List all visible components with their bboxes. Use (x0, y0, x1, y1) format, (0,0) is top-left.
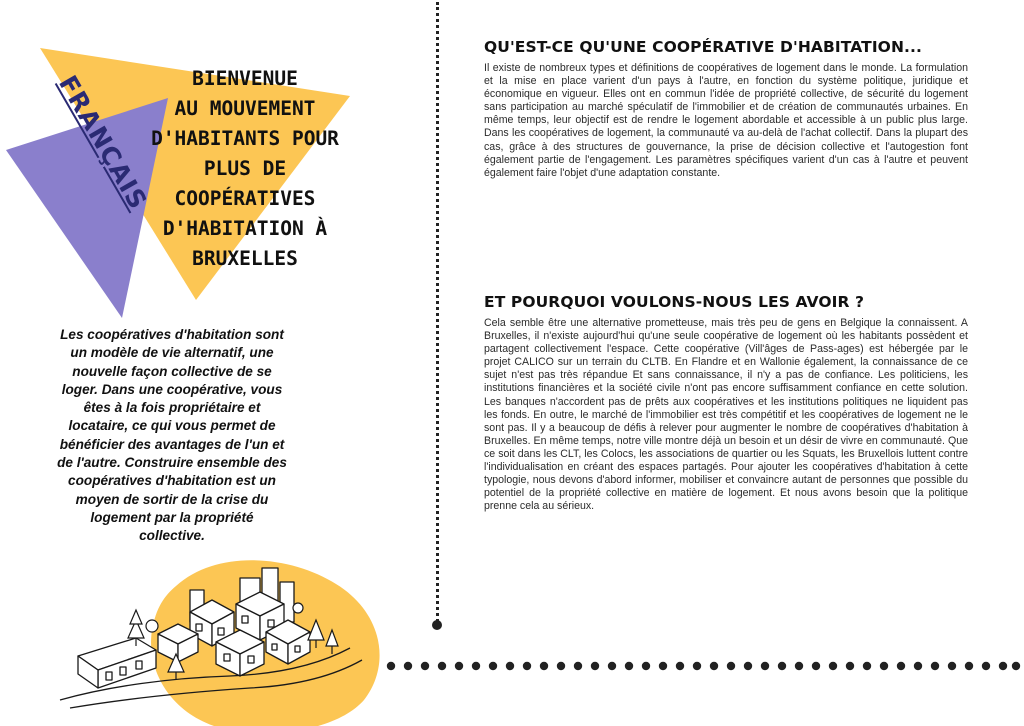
intro-line: Les coopératives d'habitation sont (60, 327, 284, 342)
welcome-line: D'HABITATION À (162, 217, 328, 240)
intro-line: logement par la propriété (90, 509, 254, 525)
section-title: QU'EST-CE QU'UNE COOPÉRATIVE D'HABITATION... (484, 38, 922, 56)
welcome-line: AU MOUVEMENT (174, 97, 316, 120)
section-title: ET POURQUOI VOULONS-NOUS LES AVOIR ? (484, 293, 865, 311)
intro-line: moyen de sortir de la crise du (75, 491, 269, 507)
intro-line: un modèle de vie alternatif, une (70, 345, 274, 361)
welcome-line: COOPÉRATIVES (174, 187, 316, 210)
intro-line: nouvelle façon collective de se (72, 363, 272, 379)
section-body: Cela semble être une alternative prometteuse, mais très peu de gens en Belgique la connaissent. A Bruxelles, il n'existe aujourd'hui qu'une seule coopérative de logement où les habitants possèdent et partagent collectivement l'espace. Cette coopérative (Vill'âges de Pass-ages) est hébergée par le projet CALICO sur un terrain du CLTB. En Flandre et en Wallonie également, la connaissance de ce sujet n'est pas très répandue Et sans connaissance, il n'y a pas de confiance. Les politiciens, les institutions financières et la société civile n'ont pas encore suffisamment confiance en cette solution. Les banques n'accordent pas de prêts aux coopératives et les institutions politiques ne liquident pas les fonds. En outre, le marché de l'immobilier est très compétitif et les coopératives de logement ne le sont pas. Il y a beaucoup de défis à relever pour augmenter le nombre de coopératives d'habitation à Bruxelles. En même temps, notre ville montre déjà un besoin et un désir de vivre en communauté. Que ce soit dans les CLT, les Colocs, les associations de quartier ou les Squats, les Bruxellois luttent contre l'individualisation en créant des espaces partagés. Pour ajouter les coopératives d'habitation à cette typologie, nous devons d'abord informer, mobiliser et convaincre autant de personnes que possible du potentiel de la propriété collective en matière de logement. Et nous avons besoin que la politique prenne cela au sérieux. (484, 317, 968, 513)
horizontal-dotted-divider (386, 660, 1022, 672)
divider-end-dot (432, 620, 442, 630)
welcome-line: BIENVENUE (192, 67, 298, 90)
vertical-dotted-divider (436, 2, 439, 622)
intro-line: locataire, ce qui vous permet de (68, 418, 276, 434)
intro-line: de l'autre. Construire ensemble des (57, 455, 287, 471)
language-tag: FRANÇAIS (53, 70, 153, 215)
intro-line: bénéficier des avantages de l'un et (59, 436, 285, 452)
section-body: Il existe de nombreux types et définitions de coopératives de logement dans le monde. La formulation et la mise en place varient d'un pays à l'autre, en fonction du système politique, juridique et économique en vigueur. Elles ont en commun l'idée de propriété collective, de sécurité du logement sans participation au marché spéculatif de l'immobilier et de création de communautés urbaines. En même temps, leur objectif est de rendre le logement abordable et accessible à un public plus large. Dans les coopératives de logement, la communauté va au-delà de l'achat collectif. Dans la plupart des cas, grâce à des structures de gouvernance, la prise de décision collective et l'autogestion font également partie de l'engagement. Les paramètres spécifiques varient d'un cas à l'autre et peuvent également faire l'objet d'une adaptation constante. (484, 62, 968, 179)
welcome-line: D'HABITANTS POUR (151, 127, 339, 150)
welcome-line: BRUXELLES (192, 247, 298, 270)
intro-line: coopératives d'habitation est un (68, 473, 276, 489)
intro-text (36, 326, 308, 546)
welcome-line: PLUS DE (203, 157, 287, 180)
intro-line: loger. Dans une coopérative, vous (61, 381, 283, 397)
intro-line: collective. (139, 528, 205, 544)
section-why (484, 293, 968, 513)
welcome-heading (120, 64, 370, 274)
intro-line: êtes à la fois propriétaire et (83, 400, 261, 416)
section-what-is (484, 38, 968, 180)
village-illustration (40, 560, 370, 710)
